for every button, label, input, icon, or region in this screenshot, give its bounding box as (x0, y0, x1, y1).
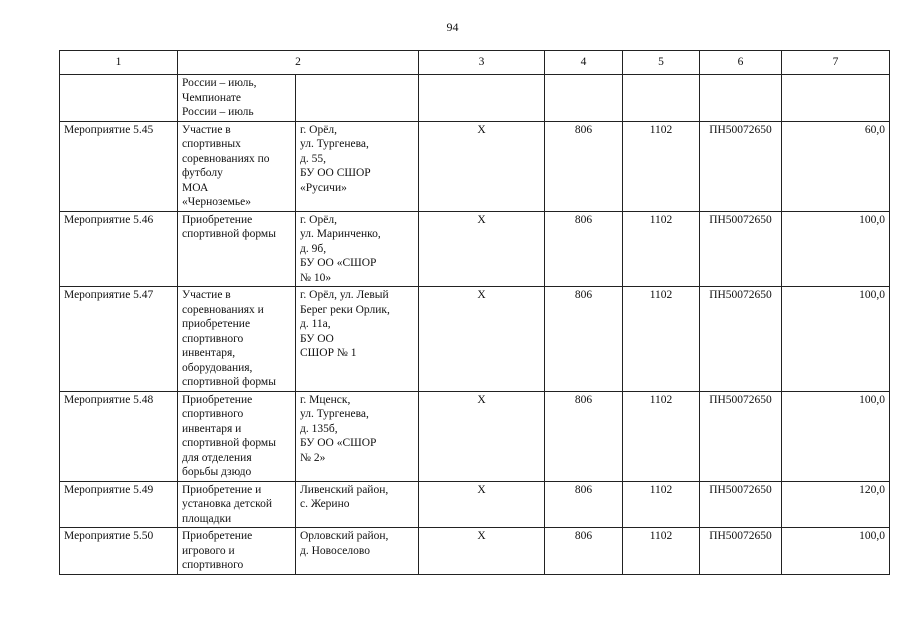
col6-cell: ПН50072650 (700, 287, 782, 392)
column-header-1: 1 (60, 51, 178, 75)
place-cell: г. Орёл, ул. Тургенева, д. 55, БУ ОО СШОР «Русичи» (296, 121, 419, 211)
col5-cell: 1102 (623, 211, 700, 287)
table-row (60, 121, 890, 211)
col4-cell: 806 (545, 121, 623, 211)
page-number: 94 (446, 20, 459, 34)
table-row (60, 75, 890, 122)
col4-cell: 806 (545, 211, 623, 287)
event-cell (60, 75, 178, 122)
col4-cell: 806 (545, 287, 623, 392)
event-cell: Мероприятие 5.49 (60, 481, 178, 528)
col3-cell: Х (419, 287, 545, 392)
table-row (60, 528, 890, 575)
col5-cell: 1102 (623, 481, 700, 528)
col7-cell (782, 75, 890, 122)
column-number-row (60, 51, 890, 75)
col3-cell: Х (419, 528, 545, 575)
col6-cell: ПН50072650 (700, 528, 782, 575)
col4-cell: 806 (545, 391, 623, 481)
description-cell: Приобретение спортивной формы (178, 211, 296, 287)
column-header-4: 4 (545, 51, 623, 75)
col7-cell: 60,0 (782, 121, 890, 211)
event-cell: Мероприятие 5.47 (60, 287, 178, 392)
table-row (60, 481, 890, 528)
place-cell: Орловский район, д. Новоселово (296, 528, 419, 575)
col4-cell (545, 75, 623, 122)
col6-cell: ПН50072650 (700, 391, 782, 481)
event-cell: Мероприятие 5.50 (60, 528, 178, 575)
col5-cell: 1102 (623, 391, 700, 481)
description-cell: Участие в спортивных соревнованиях по футболу МОА «Черноземье» (178, 121, 296, 211)
col3-cell: Х (419, 211, 545, 287)
event-cell: Мероприятие 5.48 (60, 391, 178, 481)
col6-cell: ПН50072650 (700, 481, 782, 528)
description-cell: Участие в соревнованиях и приобретение спортивного инвентаря, оборудования, спортивной формы (178, 287, 296, 392)
col5-cell: 1102 (623, 528, 700, 575)
place-cell: г. Мценск, ул. Тургенева, д. 135б, БУ ОО «СШОР № 2» (296, 391, 419, 481)
table-row (60, 211, 890, 287)
place-cell (296, 75, 419, 122)
col5-cell: 1102 (623, 287, 700, 392)
col7-cell: 100,0 (782, 211, 890, 287)
col3-cell (419, 75, 545, 122)
col3-cell: Х (419, 121, 545, 211)
column-header-2: 2 (178, 51, 419, 75)
col5-cell (623, 75, 700, 122)
col7-cell: 100,0 (782, 287, 890, 392)
col7-cell: 100,0 (782, 391, 890, 481)
col3-cell: Х (419, 391, 545, 481)
column-header-6: 6 (700, 51, 782, 75)
col4-cell: 806 (545, 481, 623, 528)
column-header-5: 5 (623, 51, 700, 75)
col3-cell: Х (419, 481, 545, 528)
column-header-7: 7 (782, 51, 890, 75)
place-cell: г. Орёл, ул. Левый Берег реки Орлик, д. 11а, БУ ОО СШОР № 1 (296, 287, 419, 392)
col5-cell: 1102 (623, 121, 700, 211)
description-cell: Приобретение и установка детской площадки (178, 481, 296, 528)
column-header-3: 3 (419, 51, 545, 75)
event-cell: Мероприятие 5.45 (60, 121, 178, 211)
col6-cell: ПН50072650 (700, 121, 782, 211)
description-cell: Приобретение игрового и спортивного (178, 528, 296, 575)
col4-cell: 806 (545, 528, 623, 575)
col6-cell: ПН50072650 (700, 211, 782, 287)
program-events-table (59, 50, 890, 575)
place-cell: г. Орёл, ул. Маринченко, д. 9б, БУ ОО «СШОР № 10» (296, 211, 419, 287)
place-cell: Ливенский район, с. Жерино (296, 481, 419, 528)
table-row (60, 287, 890, 392)
col7-cell: 100,0 (782, 528, 890, 575)
table-row (60, 391, 890, 481)
description-cell: Приобретение спортивного инвентаря и спортивной формы для отделения борьбы дзюдо (178, 391, 296, 481)
description-cell: России – июль, Чемпионате России – июль (178, 75, 296, 122)
event-cell: Мероприятие 5.46 (60, 211, 178, 287)
col6-cell (700, 75, 782, 122)
col7-cell: 120,0 (782, 481, 890, 528)
